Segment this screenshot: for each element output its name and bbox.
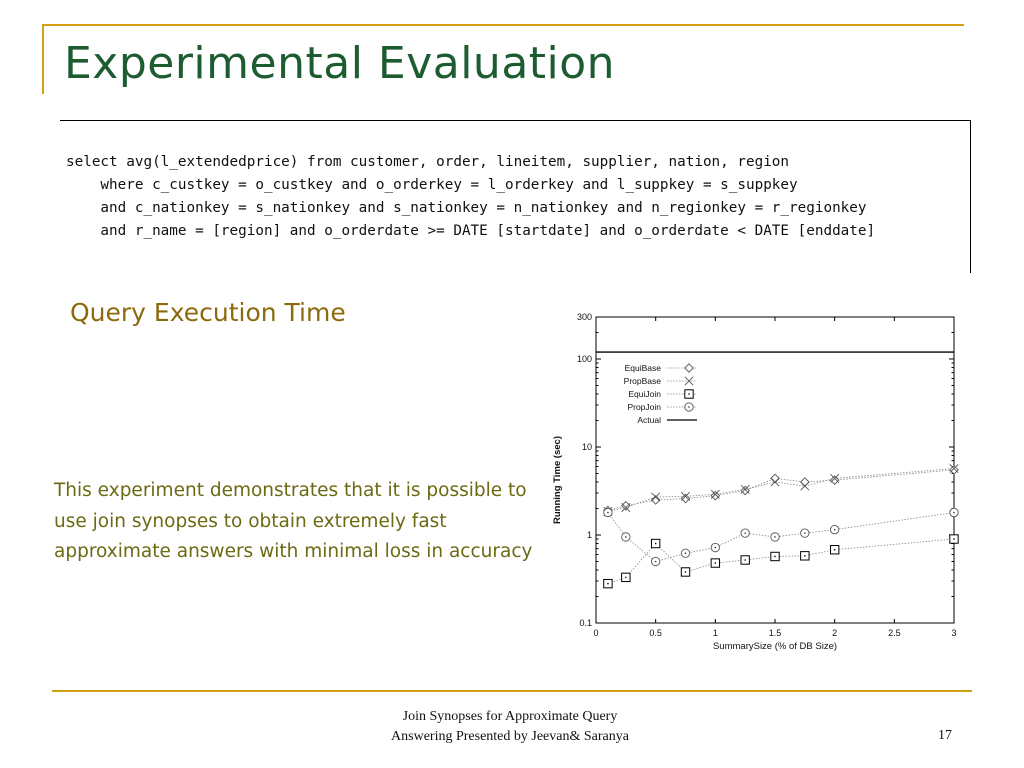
bottom-rule <box>52 690 972 692</box>
point-equijoin-9 <box>950 535 958 543</box>
x-tick-label-6: 3 <box>951 628 957 638</box>
description-text: This experiment demonstrates that it is possible to use join synopses to obtain extremely fast approximate answers with minimal loss in accuracy <box>54 480 533 562</box>
point-equijoin-8-dot <box>834 549 836 551</box>
x-tick-label-5: 2.5 <box>888 628 901 638</box>
point-equibase-8 <box>830 476 838 484</box>
left-rule <box>42 24 44 94</box>
legend-label-equibase: EquiBase <box>624 363 661 373</box>
top-rule <box>42 24 964 26</box>
point-propjoin-5 <box>741 529 749 537</box>
legend-label-actual: Actual <box>637 415 661 425</box>
point-equijoin-0 <box>604 579 612 587</box>
point-propjoin-7-dot <box>804 532 806 534</box>
y-tick-label-1: 1 <box>586 529 592 540</box>
point-equijoin-7 <box>801 552 809 560</box>
legend-marker-equijoin <box>685 390 693 398</box>
point-propjoin-6 <box>771 533 779 541</box>
legend-marker-propjoin <box>685 403 693 411</box>
series-line-propbase <box>608 468 954 511</box>
point-equijoin-9-dot <box>953 538 955 540</box>
point-propjoin-1 <box>622 533 630 541</box>
legend-label-propbase: PropBase <box>623 376 661 386</box>
point-equibase-1 <box>622 502 630 510</box>
point-equijoin-6 <box>771 552 779 560</box>
point-propjoin-2 <box>651 557 659 565</box>
point-propjoin-4 <box>711 543 719 551</box>
point-propjoin-8 <box>830 525 838 533</box>
legend-label-propjoin: PropJoin <box>627 402 661 412</box>
point-equijoin-1-dot <box>625 577 627 579</box>
point-propjoin-9 <box>950 508 958 516</box>
legend-marker-propjoin-dot <box>688 406 690 408</box>
point-equijoin-2-dot <box>655 543 657 545</box>
x-tick-label-1: 0.5 <box>649 628 662 638</box>
point-propjoin-2-dot <box>655 561 657 563</box>
y-tick-label-4: 300 <box>576 312 592 322</box>
legend-label-equijoin: EquiJoin <box>628 389 661 399</box>
point-propjoin-7 <box>801 529 809 537</box>
footer-line-1: Join Synopses for Approximate Query <box>402 709 618 724</box>
point-propjoin-6-dot <box>774 536 776 538</box>
sql-query-box <box>60 120 971 273</box>
y-tick-label-2: 10 <box>581 441 592 452</box>
x-axis-label: SummarySize (% of DB Size) <box>712 641 838 652</box>
point-propjoin-5-dot <box>744 532 746 534</box>
point-equijoin-3-dot <box>685 571 687 573</box>
point-equijoin-1 <box>622 573 630 581</box>
footer <box>300 707 720 747</box>
sql-line-4: and r_name = [region] and o_orderdate >= DATE [startdate] and o_orderdate < DATE [enddate] <box>66 223 876 239</box>
legend-marker-equibase <box>685 364 693 372</box>
y-axis-label: Running Time (sec) <box>552 436 563 524</box>
sql-line-2: where c_custkey = o_custkey and o_orderkey = l_orderkey and l_suppkey = s_suppkey <box>66 177 798 193</box>
sql-line-1: select avg(l_extendedprice) from customer, order, lineitem, supplier, nation, region <box>66 154 790 170</box>
running-time-chart <box>540 305 970 665</box>
point-propjoin-1-dot <box>625 536 627 538</box>
point-equibase-9 <box>950 466 958 474</box>
point-propjoin-0 <box>604 508 612 516</box>
point-equibase-7 <box>801 478 809 486</box>
point-equibase-3 <box>681 494 689 502</box>
point-propjoin-9-dot <box>953 512 955 514</box>
point-propjoin-0-dot <box>607 512 609 514</box>
point-propjoin-4-dot <box>715 547 717 549</box>
point-equibase-6 <box>771 474 779 482</box>
series-line-propjoin <box>608 513 954 562</box>
slide-title: Experimental Evaluation <box>64 38 616 89</box>
point-equijoin-2 <box>651 539 659 547</box>
point-equibase-4 <box>711 491 719 499</box>
y-tick-label-0: 0.1 <box>579 618 592 628</box>
x-tick-label-0: 0 <box>593 628 599 638</box>
point-equijoin-4-dot <box>715 562 717 564</box>
point-propjoin-3-dot <box>685 552 687 554</box>
footer-line-2: Answering Presented by Jeevan& Saranya <box>391 729 629 744</box>
page-number: 17 <box>938 728 952 743</box>
point-propjoin-3 <box>681 549 689 557</box>
point-equijoin-5 <box>741 556 749 564</box>
point-equibase-5 <box>741 486 749 494</box>
point-equijoin-3 <box>681 568 689 576</box>
point-equijoin-0-dot <box>607 583 609 585</box>
point-equijoin-6-dot <box>774 556 776 558</box>
legend-marker-equijoin-dot <box>688 393 690 395</box>
x-tick-label-4: 2 <box>832 628 838 638</box>
y-tick-label-3: 100 <box>576 353 592 364</box>
section-subtitle: Query Execution Time <box>70 298 346 327</box>
point-propjoin-8-dot <box>834 529 836 531</box>
point-equijoin-8 <box>830 546 838 554</box>
series-line-equibase <box>608 470 954 511</box>
point-equijoin-5-dot <box>744 559 746 561</box>
x-tick-label-2: 1 <box>712 628 718 638</box>
point-equijoin-4 <box>711 559 719 567</box>
point-equijoin-7-dot <box>804 555 806 557</box>
x-tick-label-3: 1.5 <box>768 628 782 638</box>
sql-line-3: and c_nationkey = s_nationkey and s_nationkey = n_nationkey and n_regionkey = r_regionkey <box>66 200 867 216</box>
